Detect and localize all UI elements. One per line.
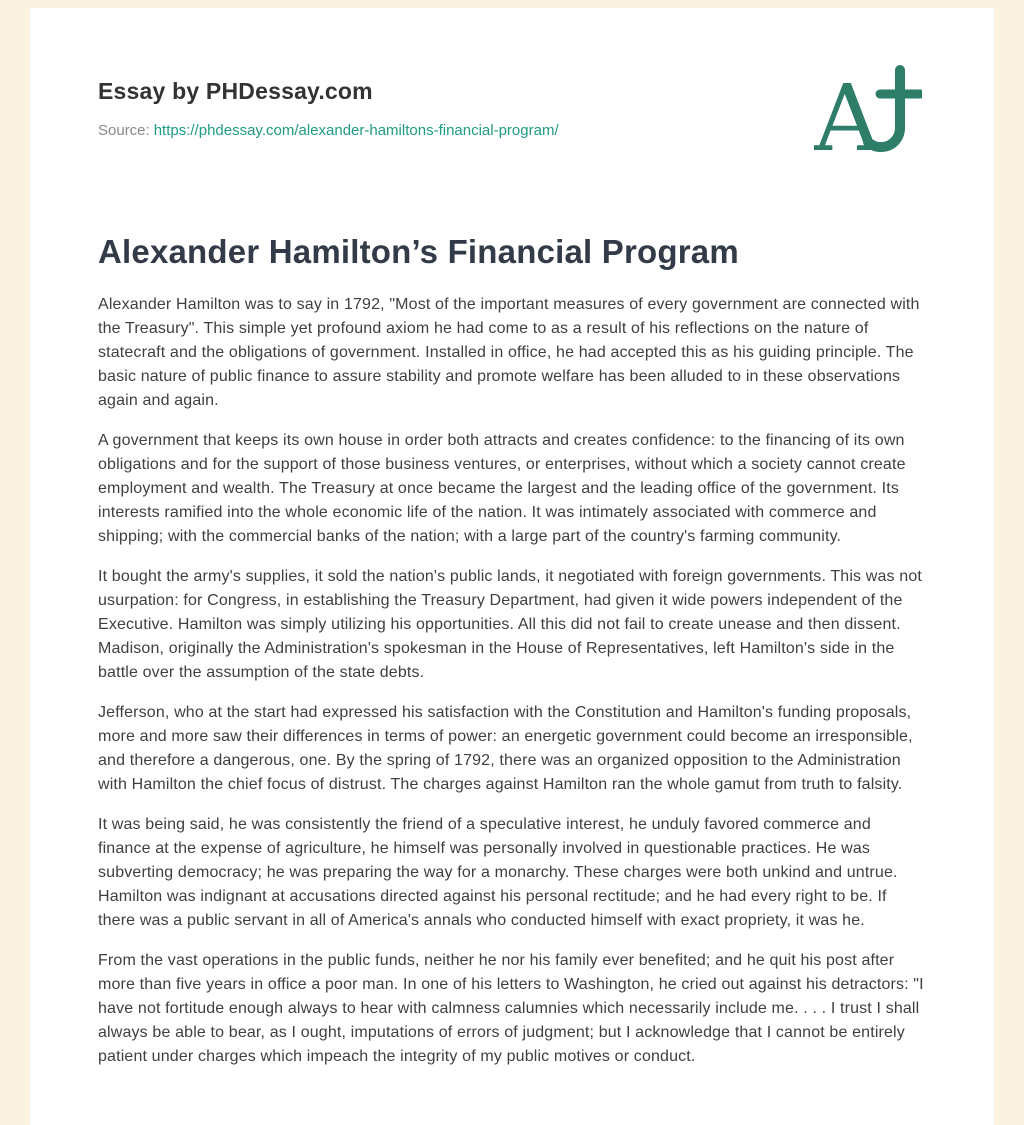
essay-paragraph: Jefferson, who at the start had expressed his satisfaction with the Constitution and Hamilton's funding proposals, more and more saw their differences in terms of power: an energetic government could become an irresponsible, and therefore a dangerous, one. By the spring of 1792, there was an organized opposition to the Administration with Hamilton the chief focus of distrust. The charges against Hamilton ran the whole gamut from truth to falsity.: [98, 704, 913, 793]
source-url-link[interactable]: https://phdessay.com/alexander-hamiltons-financial-program/: [153, 122, 559, 139]
source-label: Source:: [98, 122, 150, 139]
essay-body: [98, 293, 926, 1069]
svg-text:A: A: [814, 65, 881, 172]
phdessay-logo: [814, 64, 922, 181]
essay-paragraph: A government that keeps its own house in order both attracts and creates confidence: to the financing of its own obligations and for the support of those business ventures, or enterprises, without which a society cannot create employment and wealth. The Treasury at once became the largest and the leading office of the government. Its interests ramified into the whole economic life of the nation. It was intimately associated with commerce and shipping; with the commercial banks of the nation; with a large part of the country's farming community.: [98, 432, 906, 545]
essay-title: Alexander Hamilton’s Financial Program: [98, 233, 739, 270]
source-line: [98, 122, 559, 139]
header-text-block: [98, 72, 559, 139]
essay-paragraph: From the vast operations in the public funds, neither he nor his family ever benefited; and he quit his post after more than five years in office a poor man. In one of his letters to Washington, he cried out against his detractors: "I have not fortitude enough always to hear with calmness calumnies which necessarily include me. . . . I trust I shall always be able to bear, as I ought, imputations of errors of judgment; but I acknowledge that I cannot be entirely patient under charges which impeach the integrity of my public motives or conduct.: [98, 952, 924, 1065]
site-header-title: Essay by PHDessay.com: [98, 78, 373, 104]
phdessay-logo-icon: [814, 64, 922, 176]
essay-paragraph: Alexander Hamilton was to say in 1792, "Most of the important measures of every government are connected with the Treasury". This simple yet profound axiom he had come to as a result of his reflections on the nature of statecraft and the obligations of government. Installed in office, he had accepted this as his guiding principle. The basic nature of public finance to assure stability and promote welfare has been alluded to in these observations again and again.: [98, 296, 920, 409]
essay-card: [30, 8, 994, 1125]
essay-paragraph: It bought the army's supplies, it sold the nation's public lands, it negotiated with foreign governments. This was not usurpation: for Congress, in establishing the Treasury Department, had given it wide powers independent of the Executive. Hamilton was simply utilizing his opportunities. All this did not fail to create unease and then dissent. Madison, originally the Administration's spokesman in the House of Representatives, left Hamilton's side in the battle over the assumption of the state debts.: [98, 568, 922, 681]
card-header: [98, 65, 926, 181]
essay-paragraph: It was being said, he was consistently the friend of a speculative interest, he unduly favored commerce and finance at the expense of agriculture, he himself was personally involved in questionable practices. He was subverting democracy; he was preparing the way for a monarchy. These charges were both unkind and untrue. Hamilton was indignant at accusations directed against his personal rectitude; and he had every right to be. If there was a public servant in all of America's annals who conducted himself with exact propriety, it was he.: [98, 816, 898, 929]
